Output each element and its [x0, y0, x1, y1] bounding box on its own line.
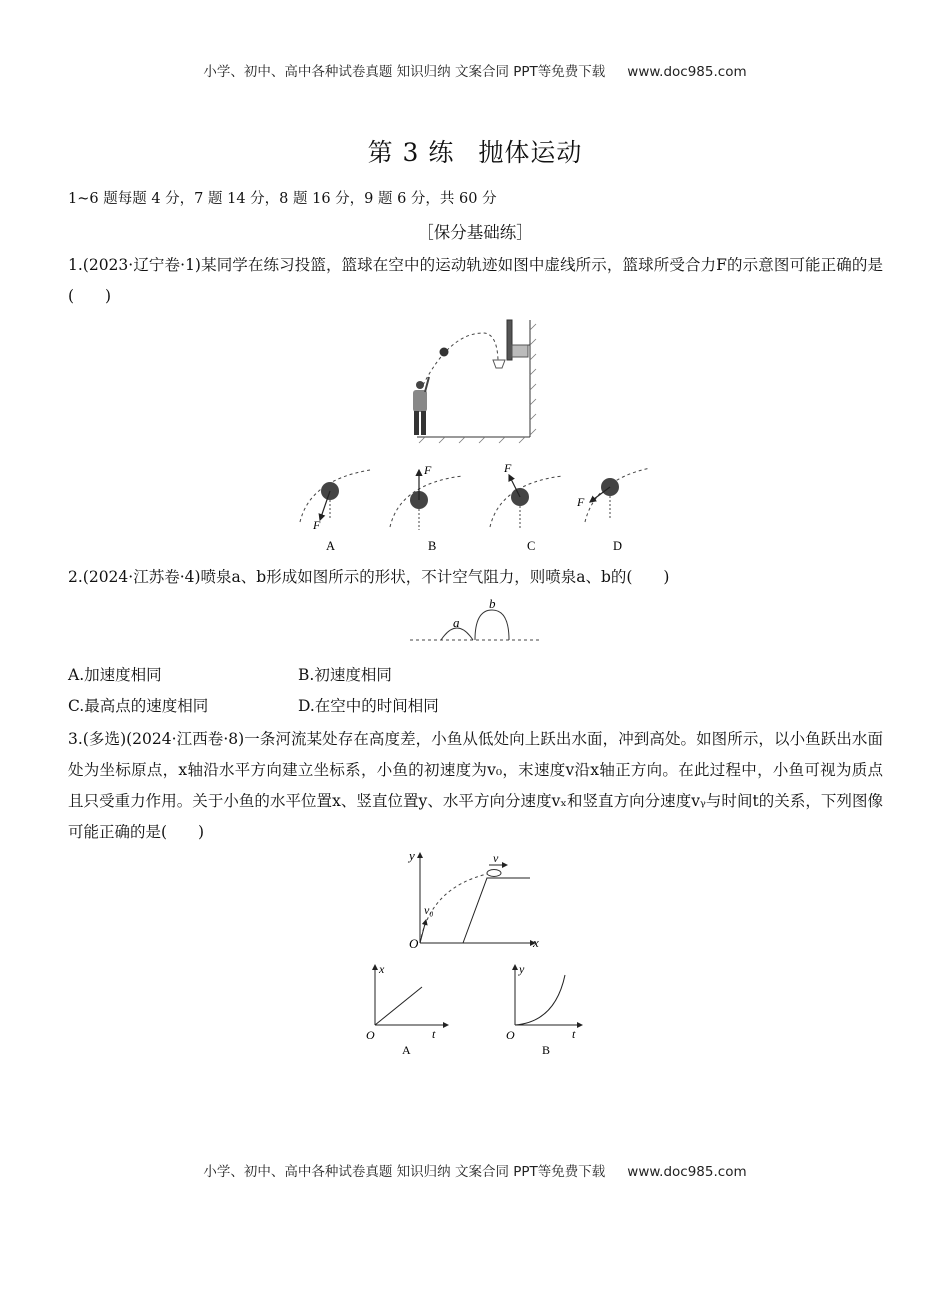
question-1-text: 1.(2023·辽宁卷·1)某同学在练习投篮，篮球在空中的运动轨迹如图中虚线所示，篮球所受合力F的示意图可能正确的是( ) — [68, 256, 883, 305]
v0-label: v₀ — [424, 903, 434, 917]
score-line: 1~6 题每题 4 分，7 题 14 分，8 题 16 分，9 题 6 分，共 60 分 — [68, 191, 497, 207]
page-title — [0, 133, 950, 169]
graph-a-y-label: x — [379, 962, 385, 976]
q3-options-figure — [360, 960, 600, 1060]
page-header — [0, 60, 950, 80]
main-y-label: y — [409, 848, 415, 863]
force-label: F — [504, 462, 512, 475]
page-footer — [0, 1160, 950, 1180]
option-c-diagram — [490, 462, 562, 553]
graph-a-origin: O — [366, 1028, 375, 1042]
v-label: v — [493, 851, 499, 865]
q3-main-figure — [405, 848, 555, 953]
option-b-diagram — [390, 463, 462, 553]
main-x-label: x — [533, 935, 539, 950]
graph-b-origin: O — [506, 1028, 515, 1042]
q1-main-figure — [405, 315, 545, 445]
option-label-c: C — [527, 539, 536, 553]
player-figure — [413, 377, 429, 435]
graph-b-y-label: y — [519, 962, 525, 976]
option-label-a: A — [326, 539, 336, 553]
q2-option-a[interactable]: A.加速度相同 — [68, 666, 162, 684]
option-label-d: D — [613, 539, 623, 553]
force-label: F — [424, 463, 432, 477]
force-label: F — [313, 518, 321, 532]
title-number: 第 3 练 — [367, 138, 455, 167]
q3-graph-b — [506, 962, 582, 1057]
graph-b-label: B — [542, 1043, 551, 1057]
header-text: 小学、初中、高中各种试卷真题 知识归纳 文案合同 PPT等免费下载 — [203, 64, 606, 80]
main-origin-label: O — [409, 936, 419, 951]
q2-option-c[interactable]: C.最高点的速度相同 — [68, 697, 209, 715]
header-url[interactable]: www.doc985.com — [627, 64, 747, 80]
graph-a-x-label: t — [432, 1027, 436, 1041]
graph-a-label: A — [402, 1043, 411, 1057]
fountain-a-label: a — [453, 615, 460, 630]
graph-b-x-label: t — [572, 1027, 576, 1041]
q1-options-figure — [290, 462, 660, 554]
question-2-text: 2.(2024·江苏卷·4)喷泉a、b形成如图所示的形状，不计空气阻力，则喷泉a、b的( ) — [68, 568, 670, 586]
title-topic: 抛体运动 — [478, 138, 583, 167]
fountain-b-label: b — [489, 598, 496, 611]
footer-text: 小学、初中、高中各种试卷真题 知识归纳 文案合同 PPT等免费下载 — [203, 1164, 606, 1180]
q2-option-b[interactable]: B.初速度相同 — [298, 666, 392, 684]
option-label-b: B — [428, 539, 437, 553]
question-3-text: 3.(多选)(2024·江西卷·8)一条河流某处存在高度差，小鱼从低处向上跃出水面，冲到高处。如图所示，以小鱼跃出水面处为坐标原点，x轴沿水平方向建立坐标系，小鱼的初速度为v₀，末速度v沿x轴正方向。在此过程中，小鱼可视为质点且只受重力作用。关于小鱼的水平位置x、竖直位置y、水平方向分速度vₓ和竖直方向分速度vᵧ与时间t的关系，下列图像可能正确的是( ) — [68, 730, 883, 841]
option-d-diagram — [576, 468, 650, 553]
footer-url[interactable]: www.doc985.com — [627, 1164, 747, 1180]
force-label: F — [577, 495, 585, 509]
section-heading: ［保分基础练］ — [417, 223, 533, 242]
option-a-diagram — [300, 470, 370, 553]
q3-graph-a — [366, 962, 448, 1057]
q2-fountain-figure — [405, 598, 545, 646]
q2-option-d[interactable]: D.在空中的时间相同 — [298, 697, 439, 715]
